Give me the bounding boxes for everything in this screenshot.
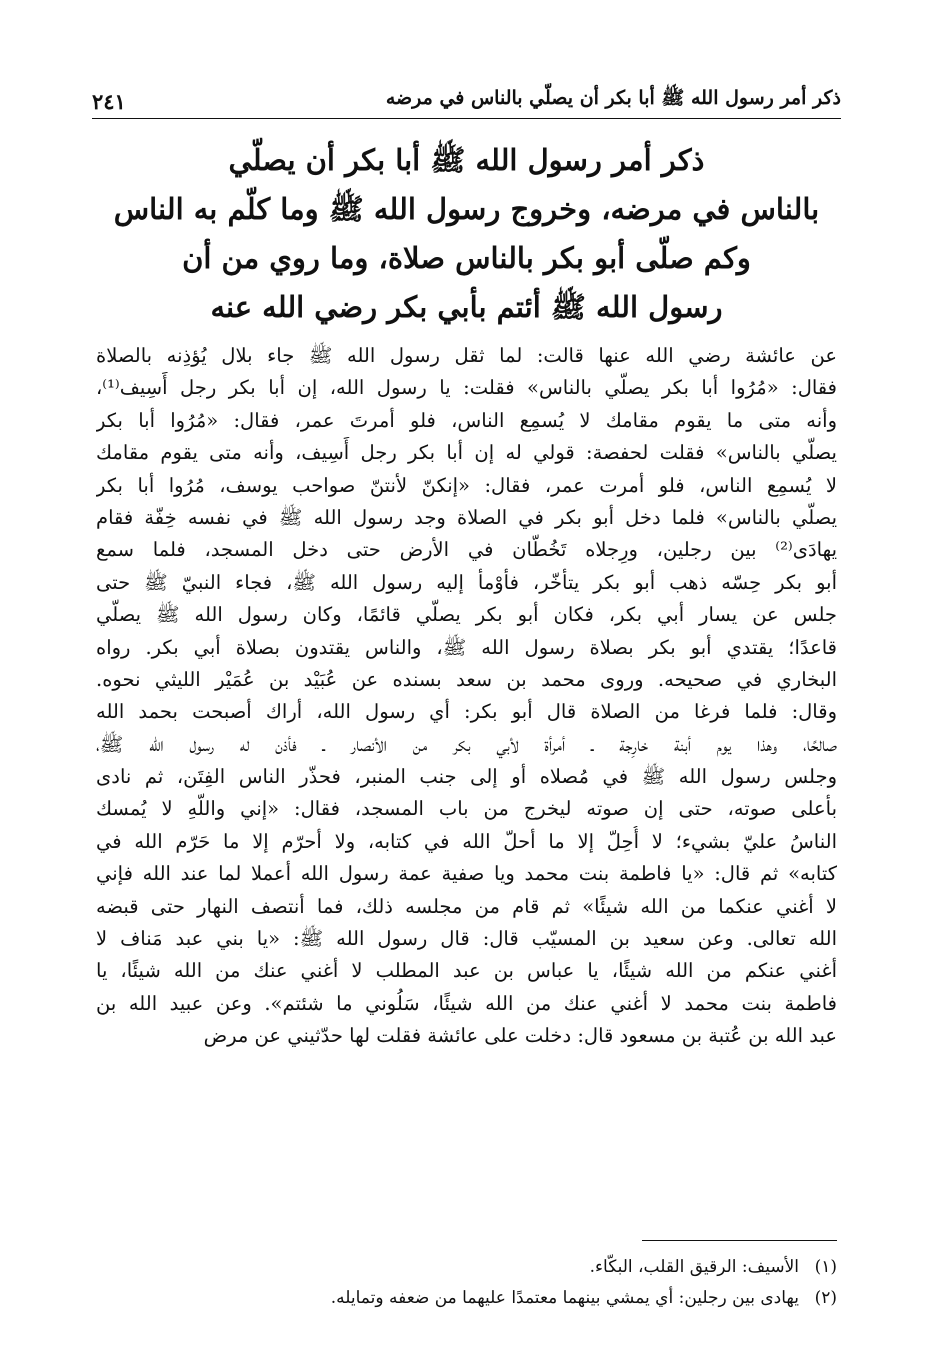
body-text	[96, 340, 837, 1053]
footnote-number: (٢)	[814, 1288, 837, 1308]
body-line: لا أغني عنكما من الله شيئًا» ثم قام من مجلسه ذلك، فما أنتصف النهار حتى قبضه	[96, 894, 837, 918]
body-line: لا يُسمِع الناس، فلو أمرت عمر، فقال: «إنكنّ لأنتنّ صواحب يوسف، مُرُوا أبا بكر	[96, 473, 837, 497]
chapter-title	[100, 136, 833, 332]
body-line: عن عائشة رضي الله عنها قالت: لما ثقل رسول الله ﷺ جاء بلال يُؤذِنه بالصلاة	[96, 344, 837, 367]
footnote-text: يهادى بين رجلين: أي يمشي بينهما معتمدًا عليهما من ضعفه وتمايله.	[330, 1288, 799, 1308]
body-line: وجلس رسول الله ﷺ في مُصلاه أو إلى جنب المنبر، فحذّر الناس الفِتَن، ثم نادى	[96, 765, 837, 789]
chapter-title-line: بالناس في مرضه، وخروج رسول الله ﷺ وما كلّم به الناس	[113, 192, 820, 226]
footnotes	[96, 1252, 837, 1314]
body-line: كتابه» ثم قال: «يا فاطمة بنت محمد ويا صفية عمة رسول الله أعملا لما عند الله فإني	[96, 862, 837, 886]
body-line: الله تعالى. وعن سعيد بن المسيّب قال: قال رسول الله ﷺ: «يا بني عبد مَناف لا	[96, 927, 837, 951]
body-line: وأنه متى ما يقوم مقامك لا يُسمِع الناس، فلو أمرتَ عمر، فقال: «مُرُوا أبا بكر	[96, 408, 837, 432]
body-line: فاطمة بنت محمد لا أغني عنك من الله شيئًا، سَلُوني ما شئتم». وعن عبيد الله بن	[96, 991, 837, 1015]
body-line: بأعلى صوته، حتى إن صوته ليخرج من باب المسجد، فقال: «إني واللّهِ لا يُمسك	[96, 797, 837, 821]
chapter-title-line: وكم صلّى أبو بكر بالناس صلاة، وما روي من أن	[182, 241, 751, 275]
body-line: أغني عنكم من الله شيئًا، يا عباس بن عبد المطلب لا أغني عنك من الله شيئًا، يا	[96, 959, 837, 983]
page-number: ٢٤١	[92, 89, 126, 114]
body-line: الناسُ عليّ بشيء؛ لا أُحِلّ إلا ما أحلّ الله في كتابه، ولا أحرّم إلا ما حَرّم الله في	[96, 829, 837, 853]
body-line: عبد الله بن عُتبة بن مسعود قال: دخلت على عائشة فقلت لها حدّثيني عن مرض	[203, 1024, 837, 1048]
footnote-divider	[642, 1240, 837, 1241]
running-header	[92, 82, 841, 119]
body-line: يهادَى⁽²⁾ بين رجلين، ورِجلاه تَخُطّان في الأرض حتى دخل المسجد، فلما سمع	[96, 538, 837, 562]
body-line: فقال: «مُرُوا أبا بكر يصلّي بالناس» فقلت: يا رسول الله، إن أبا بكر رجل أَسِيف⁽¹⁾،	[96, 376, 837, 400]
body-line: وقال: فلما فرغا من الصلاة قال أبو بكر: أي رسول الله، أراك أصبحت بحمد الله	[96, 700, 837, 724]
body-line: يصلّي بالناس» فلما دخل أبو بكر في الصلاة وجد رسول الله ﷺ في نفسه خِفّة فقام	[96, 505, 837, 529]
body-line: يصلّي بالناس» فقلت لحفصة: قولي له إن أبا بكر رجل أَسِيف، وأنه متى يقوم مقامك	[96, 441, 837, 465]
footnote	[96, 1283, 837, 1314]
chapter-title-line: ذكر أمر رسول الله ﷺ أبا بكر أن يصلّي	[228, 143, 705, 177]
body-line: أبو بكر حِسّه ذهب أبو بكر يتأخّر، فأوْمأ إليه رسول الله ﷺ، فجاء النبيّ ﷺ حتى	[96, 570, 837, 594]
body-line: جلس عن يسار أبي بكر، فكان أبو بكر يصلّي قائمًا، وكان رسول الله ﷺ يصلّي	[96, 603, 837, 627]
body-line: قاعدًا؛ يقتدي أبو بكر بصلاة رسول الله ﷺ، والناس يقتدون بصلاة أبي بكر. رواه	[96, 635, 837, 659]
footnote-number: (١)	[814, 1257, 837, 1277]
body-line: البخاري في صحيحه. وروى محمد بن سعد بسنده عن عُبَيْد بن عُمَيْر الليثي نحوه.	[96, 667, 837, 691]
footnote	[96, 1252, 837, 1283]
chapter-title-line: رسول الله ﷺ أئتم بأبي بكر رضي الله عنه	[210, 290, 723, 324]
running-header-title: ذكر أمر رسول الله ﷺ أبا بكر أن يصلّي بالناس في مرضه	[385, 87, 841, 109]
footnote-text: الأسيف: الرقيق القلب، البكّاء.	[589, 1257, 799, 1277]
body-line: صالحًا، وهذا يوم أبنة خارِجة ـ أمرأة لأبي بكر من الأنصار ـ فأذن له رسول الله ﷺ،	[96, 732, 837, 756]
